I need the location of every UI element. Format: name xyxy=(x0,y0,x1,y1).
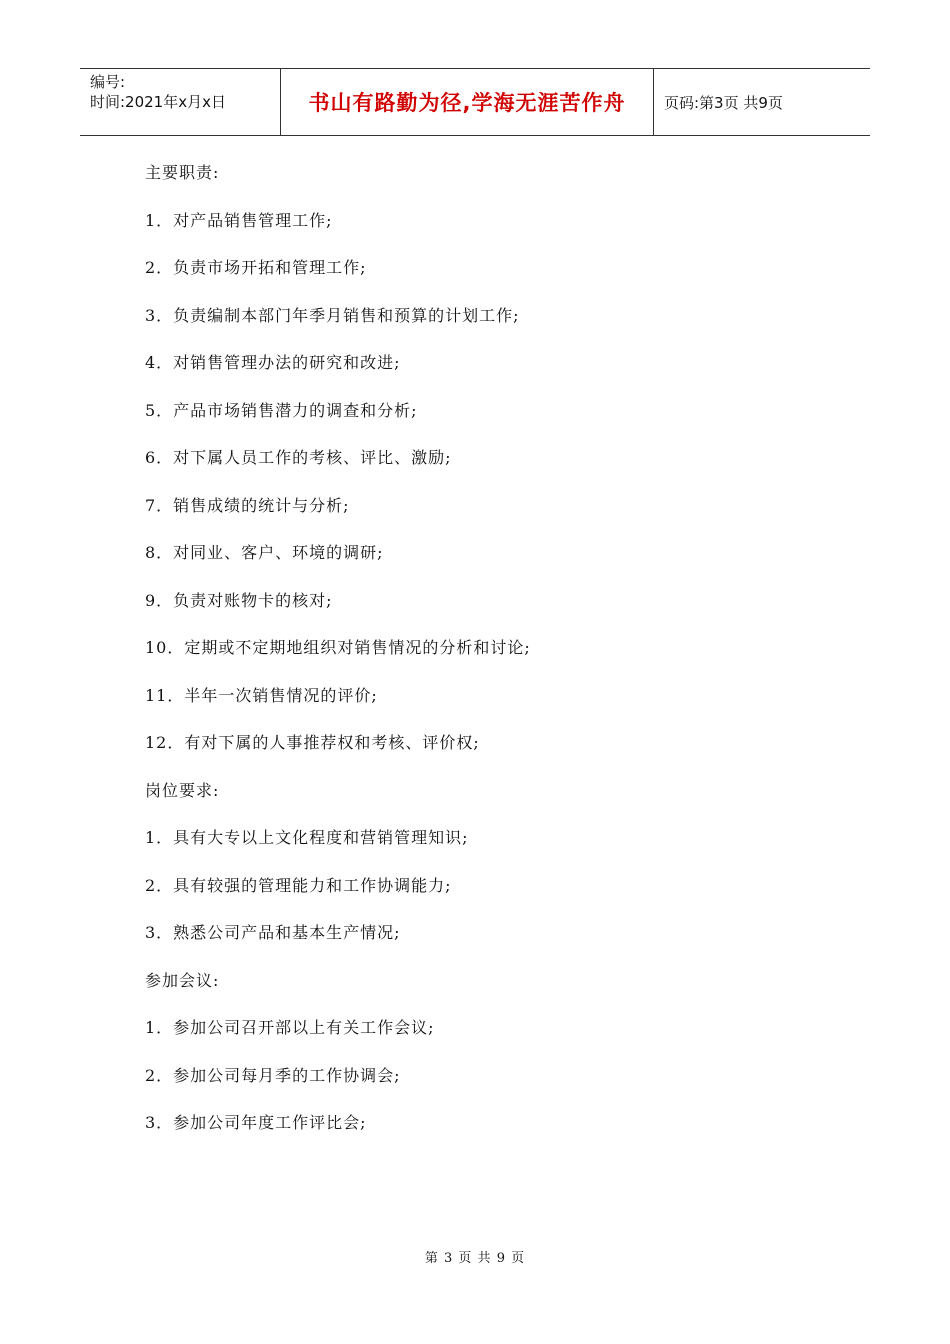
page-footer: 第 3 页 共 9 页 xyxy=(424,1251,526,1266)
list-item: 11．半年一次销售情况的评价; xyxy=(145,685,378,705)
list-item: 7．销售成绩的统计与分析; xyxy=(145,495,350,515)
header-meta xyxy=(80,69,281,135)
list-item: 8．对同业、客户、环境的调研; xyxy=(145,543,384,562)
list-item: 2．具有较强的管理能力和工作协调能力; xyxy=(145,875,452,895)
list-item: 6．对下属人员工作的考核、评比、激励; xyxy=(145,448,452,467)
header-motto: 书山有路勤为径,学海无涯苦作舟 xyxy=(281,69,654,135)
list-item: 4．对销售管理办法的研究和改进; xyxy=(145,353,401,372)
list-item: 2．负责市场开拓和管理工作; xyxy=(145,258,367,277)
list-item: 3．参加公司年度工作评比会; xyxy=(145,1113,367,1132)
section-heading-duties: 主要职责: xyxy=(145,163,220,182)
list-item: 2．参加公司每月季的工作协调会; xyxy=(145,1065,401,1085)
document-number-label: 编号: xyxy=(90,73,126,91)
list-item: 5．产品市场销售潜力的调查和分析; xyxy=(145,400,418,420)
list-item: 10．定期或不定期地组织对销售情况的分析和讨论; xyxy=(145,638,531,657)
section-heading-meetings: 参加会议: xyxy=(145,970,220,990)
document-body xyxy=(145,160,845,1158)
list-item: 1．对产品销售管理工作; xyxy=(145,210,333,230)
document-time-label: 时间:2021年x月x日 xyxy=(90,93,226,111)
list-item: 1．参加公司召开部以上有关工作会议; xyxy=(145,1018,435,1037)
list-item: 12．有对下属的人事推荐权和考核、评价权; xyxy=(145,733,480,752)
list-item: 9．负责对账物卡的核对; xyxy=(145,590,333,610)
header-page-info: 页码:第3页 共9页 xyxy=(664,93,783,112)
list-item: 3．负责编制本部门年季月销售和预算的计划工作; xyxy=(145,305,520,325)
section-heading-requirements: 岗位要求: xyxy=(145,780,220,800)
page-header xyxy=(80,68,870,136)
list-item: 3．熟悉公司产品和基本生产情况; xyxy=(145,923,401,942)
list-item: 1．具有大专以上文化程度和营销管理知识; xyxy=(145,828,469,847)
